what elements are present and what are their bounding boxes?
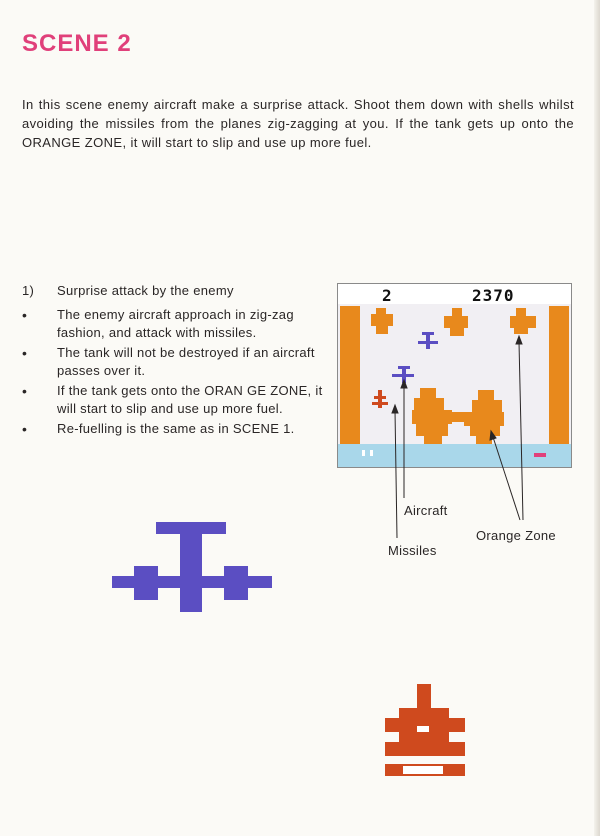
list-item-text: The enemy aircraft approach in zig-zag fashion, and attack with missiles. (57, 307, 294, 340)
orange-zone-arrowhead-1 (516, 336, 522, 344)
missiles-label: Missiles (388, 543, 437, 558)
orange-zone-arrowhead-2 (490, 431, 496, 440)
lives-counter: 2 (382, 286, 392, 305)
score-counter: 2370 (472, 286, 515, 305)
aircraft-sprite-large (112, 520, 274, 614)
orange-zone-arrow-1 (519, 342, 523, 520)
intro-paragraph: In this scene enemy aircraft make a surprise attack. Shoot them down with shells whilst avoiding the missiles from the planes zig-zagging at you. If the tank gets up onto the ORANGE ZONE, it will start to slip and use up more fuel. (22, 97, 574, 150)
list-item-text: Re-fuelling is the same as in SCENE 1. (57, 421, 295, 436)
page-title: SCENE 2 (22, 30, 132, 57)
list-heading-text: Surprise attack by the enemy (57, 283, 234, 298)
tank-sprite (383, 682, 467, 778)
missiles-arrowhead (392, 405, 398, 413)
bullet-icon: • (22, 421, 28, 437)
bullet-icon: • (22, 345, 28, 361)
list-item-text: If the tank gets onto the ORAN GE ZONE, it will start to slip and use up more fuel. (57, 383, 323, 416)
orange-zone-label: Orange Zone (476, 528, 556, 543)
orange-zone-arrow-2 (493, 437, 520, 520)
list-item-text: The tank will not be destroyed if an aircraft passes over it. (57, 345, 315, 378)
list-heading-number: 1) (22, 283, 35, 298)
aircraft-label: Aircraft (404, 503, 448, 518)
missiles-arrow (395, 410, 397, 538)
aircraft-arrowhead (401, 380, 407, 388)
bullet-icon: • (22, 383, 28, 399)
bullet-icon: • (22, 307, 28, 323)
